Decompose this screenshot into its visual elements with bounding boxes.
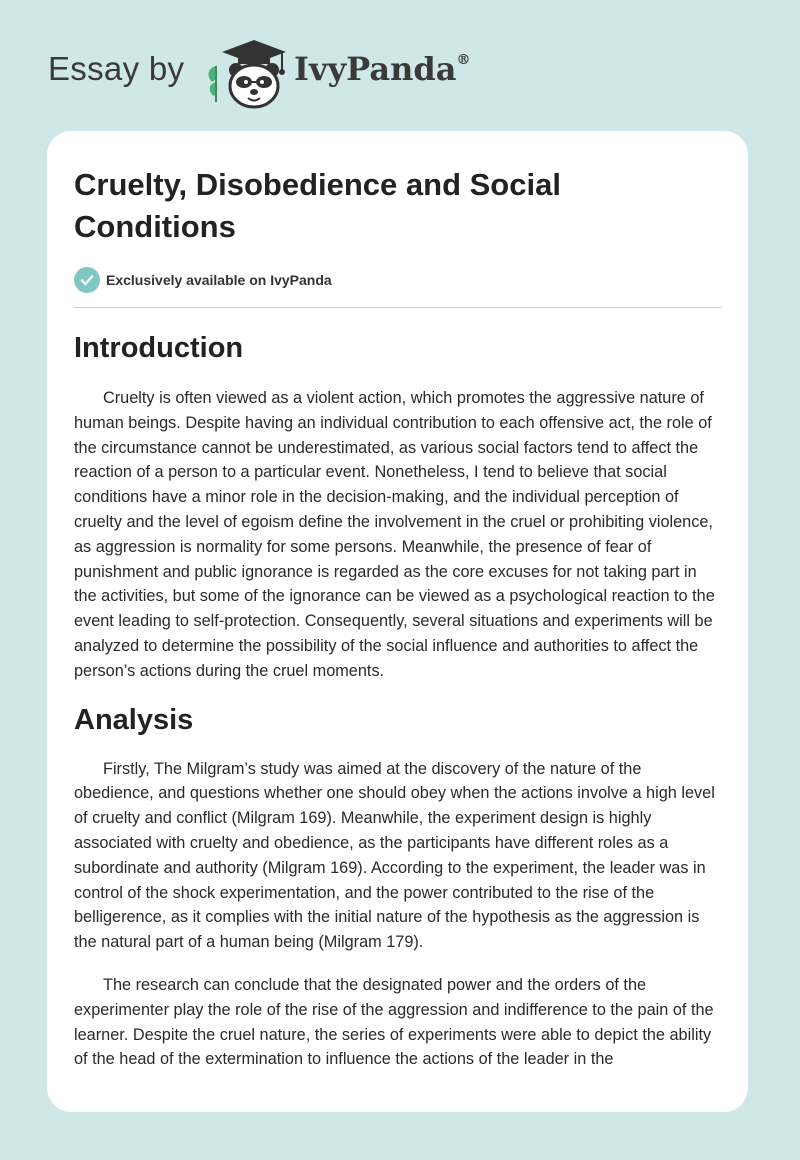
paragraph: Cruelty is often viewed as a violent action, which promotes the aggressive nature of human beings. Despite having an individual contribution to each offensive act, the role of the circumstance cannot be underestimated, as various social factors tend to affect the reaction of a person to a particular event. Nonetheless, I tend to believe that social conditions have a minor role in the decision-making, and the individual perception of cruelty and the level of egoism define the involvement in the cruel or prohibiting violence, as aggression is normality for some persons. Meanwhile, the presence of fear of punishment and public ignorance is regarded as the core excuses for not taking part in the activities, but some of the ignorance can be viewed as a psychological reaction to the event leading to self-protection. Consequently, several situations and experiments will be analyzed to determine the possibility of the social influence and authorities to affect the person’s actions during the cruel moments.: [74, 389, 715, 680]
paragraph: Firstly, The Milgram’s study was aimed at the discovery of the nature of the obedience, and questions whether one should obey when the actions involve a high level of cruelty and conflict (Milgram 169). Meanwhile, the experiment design is highly associated with cruelty and obedience, as the participants have different roles as a subordinate and authority (Milgram 169). According to the experiment, the leader was in control of the shock experimentation, and the power contributed to the rise of the belligerence, as it complies with the initial nature of the hypothesis as the aggression is the natural part of a human being (Milgram 179).: [74, 759, 715, 952]
registered-mark: ®: [456, 52, 471, 68]
badge-label: Exclusively available on IvyPanda: [106, 272, 332, 288]
brand-name[interactable]: [294, 50, 470, 88]
panda-graduation-cap-icon[interactable]: [204, 36, 290, 110]
section-heading-introduction: Introduction: [74, 332, 244, 364]
section-heading-analysis: Analysis: [74, 703, 194, 736]
site-header: [48, 36, 748, 112]
essay-by-label: Essay by: [48, 50, 185, 87]
essay-card: [47, 131, 748, 1112]
exclusive-badge: [74, 266, 722, 294]
brand-text: IvyPanda: [294, 50, 457, 88]
check-circle-icon: [74, 267, 100, 293]
paragraph: The research can conclude that the designated power and the orders of the experimenter play the role of the rise of the aggression and indifference to the pain of the learner. Despite the cruel nature, the series of experiments were able to depict the ability of the head of the extermination to influence the actions of the leader in the: [74, 975, 714, 1069]
divider: [74, 307, 722, 308]
essay-content: [74, 131, 722, 1072]
essay-title: Cruelty, Disobedience and Social Conditions: [74, 167, 561, 244]
